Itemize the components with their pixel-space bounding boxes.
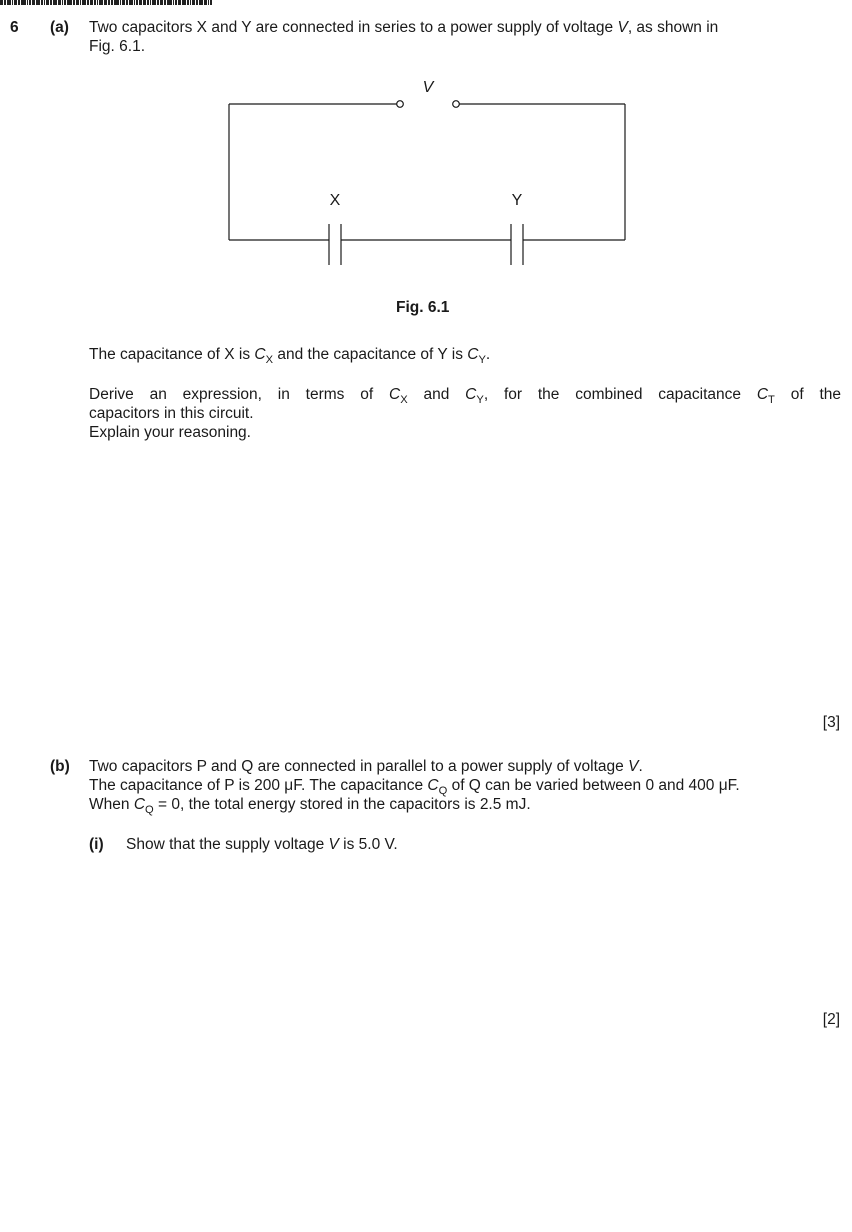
part-a-intro-line2: Fig. 6.1. — [89, 38, 145, 55]
figure-caption: Fig. 6.1 — [396, 299, 450, 316]
part-b-line3: When $C_Q = 0$, the total energy stored in the capacitors is 2.5 mJ. — [89, 796, 531, 816]
capacitance-statement: The capacitance of X is $C_X$ and the capacitance of Y is $C_Y$. — [89, 346, 491, 366]
part-a-marks: [3] — [822, 714, 840, 731]
part-b-line1: Two capacitors P and Q are connected in parallel to a power supply of voltage V. — [89, 758, 643, 775]
supply-voltage-label: V — [422, 79, 434, 96]
derive-instruction-line2: capacitors in this circuit. — [89, 405, 254, 422]
part-b-line2: The capacitance of P is 200 μF. The capacitance $C_Q$ of Q can be varied between 0 and 400 μF. — [89, 777, 740, 797]
question-number: 6 — [10, 19, 19, 36]
part-b-label: (b) — [50, 758, 70, 775]
capacitor-x-label: X — [329, 192, 341, 209]
part-a-intro-line1: Two capacitors X and Y are connected in series to a power supply of voltage V, as shown in — [89, 19, 719, 36]
explain-instruction: Explain your reasoning. — [89, 424, 251, 441]
part-b-i-text: Show that the supply voltage V is 5.0 V. — [126, 836, 398, 853]
part-a-label: (a) — [50, 19, 69, 36]
capacitor-y-label: Y — [511, 192, 523, 209]
derive-instruction-line1: Derive an expression, in terms of $C_X$ and $C_Y$, for the combined capacitance $C_T$ of the — [89, 386, 842, 406]
terminal-left — [397, 101, 404, 108]
part-b-i-marks: [2] — [822, 1011, 840, 1028]
part-b-i-label: (i) — [89, 836, 104, 853]
circuit-diagram — [0, 0, 852, 330]
terminal-right — [453, 101, 460, 108]
